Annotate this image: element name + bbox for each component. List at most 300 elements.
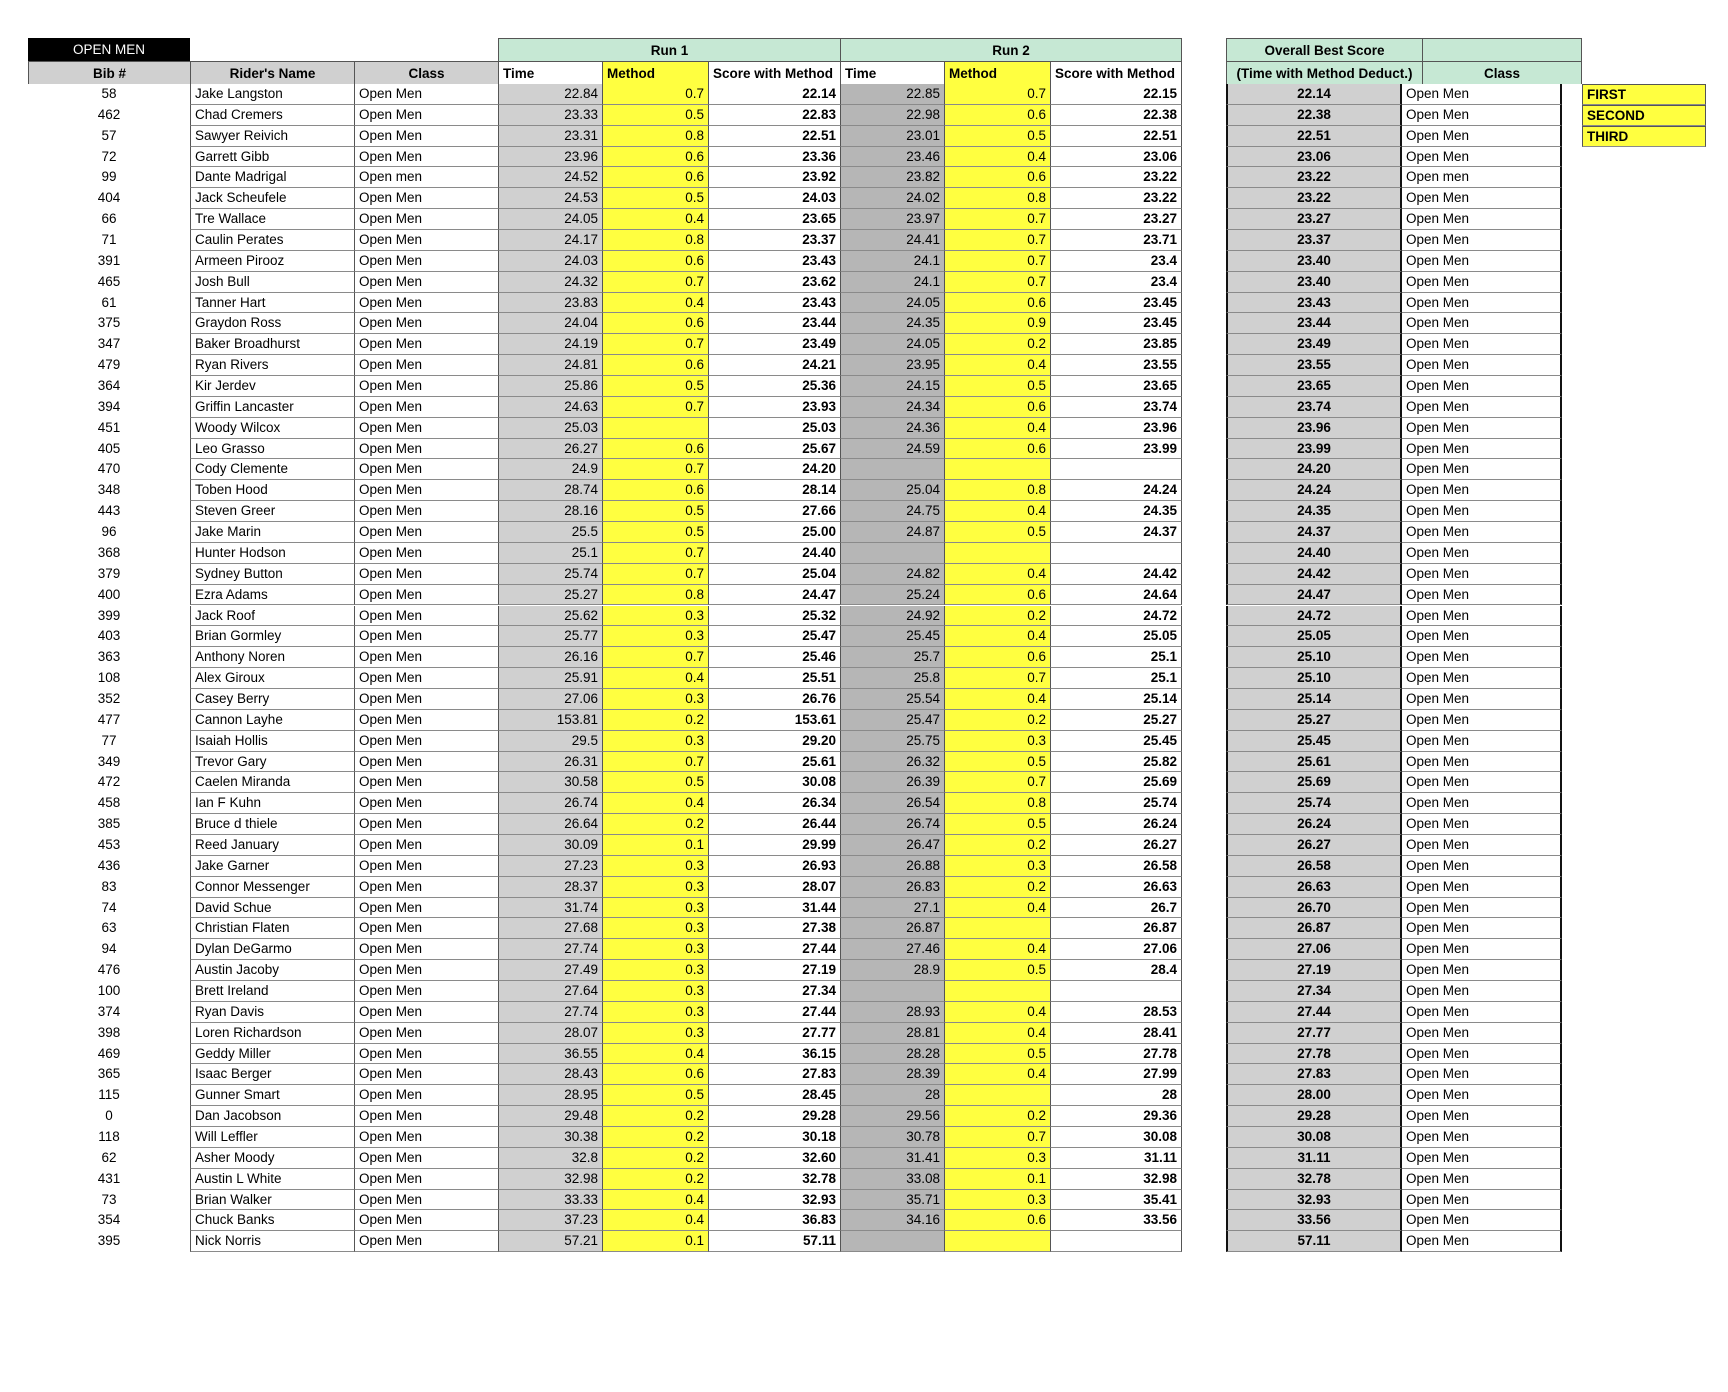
bib-cell[interactable]: 348: [97, 482, 121, 498]
run2-score-cell[interactable]: 23.27: [1050, 209, 1182, 230]
run2-time-cell[interactable]: 25.54: [840, 689, 944, 710]
division-title[interactable]: OPEN MEN: [28, 38, 190, 61]
run1-method-cell[interactable]: 0.8: [602, 585, 708, 606]
run1-time-cell[interactable]: 24.81: [498, 355, 602, 376]
run1-time-cell[interactable]: 57.21: [498, 1231, 602, 1252]
run2-method-cell[interactable]: 0.5: [944, 376, 1050, 397]
run2-method-cell[interactable]: [944, 543, 1050, 564]
run1-time-cell[interactable]: 25.62: [498, 606, 602, 627]
run2-method-cell[interactable]: 0.4: [944, 147, 1050, 168]
bib-cell[interactable]: 77: [101, 732, 117, 748]
run2-score-cell[interactable]: 26.24: [1050, 814, 1182, 835]
run2-time-cell[interactable]: 24.59: [840, 439, 944, 460]
col-method-2[interactable]: Method: [944, 61, 1050, 84]
col-class[interactable]: Class: [354, 61, 498, 84]
run1-time-cell[interactable]: 26.64: [498, 814, 602, 835]
run2-score-cell[interactable]: 28.53: [1050, 1002, 1182, 1023]
run1-score-cell[interactable]: 25.51: [708, 668, 840, 689]
run2-method-cell[interactable]: 0.8: [944, 793, 1050, 814]
overall-class-cell[interactable]: Open Men: [1402, 981, 1562, 1002]
best-score-cell[interactable]: 24.35: [1226, 501, 1402, 522]
bib-cell[interactable]: 476: [97, 962, 121, 978]
bib-cell[interactable]: 365: [97, 1066, 121, 1082]
run1-method-cell[interactable]: 0.5: [602, 522, 708, 543]
run2-method-cell[interactable]: 0.7: [944, 1127, 1050, 1148]
run2-method-cell[interactable]: 0.3: [944, 1190, 1050, 1211]
run1-time-cell[interactable]: 23.31: [498, 126, 602, 147]
run1-time-cell[interactable]: 25.91: [498, 668, 602, 689]
rider-name-cell[interactable]: Brett Ireland: [190, 981, 354, 1002]
class-cell[interactable]: Open Men: [354, 689, 498, 710]
run2-time-cell[interactable]: 25.47: [840, 710, 944, 731]
run1-score-cell[interactable]: 25.46: [708, 647, 840, 668]
run2-time-cell[interactable]: 24.75: [840, 501, 944, 522]
rider-name-cell[interactable]: Austin Jacoby: [190, 960, 354, 981]
run1-time-cell[interactable]: 26.74: [498, 793, 602, 814]
run1-time-cell[interactable]: 28.95: [498, 1085, 602, 1106]
class-cell[interactable]: Open Men: [354, 752, 498, 773]
run2-method-cell[interactable]: 0.8: [944, 188, 1050, 209]
run1-method-cell[interactable]: 0.6: [602, 439, 708, 460]
run2-time-cell[interactable]: 28.93: [840, 1002, 944, 1023]
overall-class-cell[interactable]: Open Men: [1402, 126, 1562, 147]
class-cell[interactable]: Open Men: [354, 230, 498, 251]
run2-score-cell[interactable]: 31.11: [1050, 1148, 1182, 1169]
run1-method-cell[interactable]: 0.2: [602, 814, 708, 835]
rider-name-cell[interactable]: Reed January: [190, 835, 354, 856]
bib-cell[interactable]: 477: [97, 711, 121, 727]
run1-score-cell[interactable]: 25.61: [708, 752, 840, 773]
bib-cell[interactable]: 403: [97, 628, 121, 644]
rider-name-cell[interactable]: Caelen Miranda: [190, 772, 354, 793]
run2-score-cell[interactable]: 23.4: [1050, 272, 1182, 293]
class-cell[interactable]: Open Men: [354, 126, 498, 147]
best-score-cell[interactable]: 23.22: [1226, 188, 1402, 209]
class-cell[interactable]: Open Men: [354, 731, 498, 752]
run2-method-cell[interactable]: 0.7: [944, 230, 1050, 251]
run1-method-cell[interactable]: 0.7: [602, 564, 708, 585]
overall-class-cell[interactable]: Open Men: [1402, 1064, 1562, 1085]
best-score-cell[interactable]: 23.55: [1226, 355, 1402, 376]
rider-name-cell[interactable]: Casey Berry: [190, 689, 354, 710]
bib-cell[interactable]: 349: [97, 753, 121, 769]
run1-score-cell[interactable]: 57.11: [708, 1231, 840, 1252]
run2-time-cell[interactable]: 24.15: [840, 376, 944, 397]
run2-time-cell[interactable]: 23.95: [840, 355, 944, 376]
overall-class-cell[interactable]: Open Men: [1402, 626, 1562, 647]
run1-time-cell[interactable]: 28.07: [498, 1023, 602, 1044]
col-time-1[interactable]: Time: [498, 61, 602, 84]
run1-header[interactable]: Run 1: [498, 38, 840, 61]
run1-method-cell[interactable]: 0.4: [602, 1044, 708, 1065]
overall-class-cell[interactable]: Open Men: [1402, 898, 1562, 919]
run2-score-cell[interactable]: 23.74: [1050, 397, 1182, 418]
rider-name-cell[interactable]: Griffin Lancaster: [190, 397, 354, 418]
place-label[interactable]: SECOND: [1582, 105, 1706, 126]
run2-score-cell[interactable]: 23.45: [1050, 293, 1182, 314]
rider-name-cell[interactable]: Ezra Adams: [190, 585, 354, 606]
rider-name-cell[interactable]: Sydney Button: [190, 564, 354, 585]
run1-score-cell[interactable]: 25.67: [708, 439, 840, 460]
overall-class-cell[interactable]: Open Men: [1402, 230, 1562, 251]
rider-name-cell[interactable]: Tre Wallace: [190, 209, 354, 230]
run2-time-cell[interactable]: 24.87: [840, 522, 944, 543]
run1-time-cell[interactable]: 24.05: [498, 209, 602, 230]
run1-time-cell[interactable]: 22.84: [498, 84, 602, 105]
run1-score-cell[interactable]: 23.37: [708, 230, 840, 251]
best-score-cell[interactable]: 31.11: [1226, 1148, 1402, 1169]
best-score-cell[interactable]: 25.10: [1226, 647, 1402, 668]
run1-method-cell[interactable]: 0.4: [602, 1210, 708, 1231]
bib-cell[interactable]: 0: [105, 1108, 113, 1124]
best-score-cell[interactable]: 25.69: [1226, 772, 1402, 793]
run1-method-cell[interactable]: 0.5: [602, 105, 708, 126]
best-score-cell[interactable]: 23.22: [1226, 167, 1402, 188]
bib-cell[interactable]: 57: [101, 127, 117, 143]
class-cell[interactable]: Open Men: [354, 522, 498, 543]
best-score-cell[interactable]: 32.78: [1226, 1169, 1402, 1190]
run2-time-cell[interactable]: 23.97: [840, 209, 944, 230]
bib-cell[interactable]: 379: [97, 565, 121, 581]
class-cell[interactable]: Open Men: [354, 459, 498, 480]
run2-score-cell[interactable]: 23.06: [1050, 147, 1182, 168]
best-score-cell[interactable]: 26.58: [1226, 856, 1402, 877]
run1-time-cell[interactable]: 31.74: [498, 898, 602, 919]
run2-score-cell[interactable]: 25.82: [1050, 752, 1182, 773]
bib-cell[interactable]: 83: [101, 878, 117, 894]
run2-time-cell[interactable]: 24.02: [840, 188, 944, 209]
run2-method-cell[interactable]: 0.4: [944, 1002, 1050, 1023]
run1-method-cell[interactable]: 0.3: [602, 626, 708, 647]
run2-score-cell[interactable]: 24.37: [1050, 522, 1182, 543]
run2-score-cell[interactable]: 25.1: [1050, 647, 1182, 668]
run1-method-cell[interactable]: 0.8: [602, 230, 708, 251]
run2-score-cell[interactable]: 25.1: [1050, 668, 1182, 689]
run2-score-cell[interactable]: 25.74: [1050, 793, 1182, 814]
run1-method-cell[interactable]: 0.3: [602, 981, 708, 1002]
run2-time-cell[interactable]: 25.75: [840, 731, 944, 752]
run1-method-cell[interactable]: 0.7: [602, 543, 708, 564]
class-cell[interactable]: Open Men: [354, 835, 498, 856]
run1-time-cell[interactable]: 36.55: [498, 1044, 602, 1065]
rider-name-cell[interactable]: Jack Roof: [190, 606, 354, 627]
run1-score-cell[interactable]: 25.04: [708, 564, 840, 585]
run1-time-cell[interactable]: 30.58: [498, 772, 602, 793]
run1-method-cell[interactable]: 0.7: [602, 752, 708, 773]
overall-class-cell[interactable]: Open Men: [1402, 585, 1562, 606]
run2-score-cell[interactable]: 35.41: [1050, 1190, 1182, 1211]
overall-class-cell[interactable]: Open Men: [1402, 772, 1562, 793]
run2-score-cell[interactable]: 26.58: [1050, 856, 1182, 877]
run1-score-cell[interactable]: 32.93: [708, 1190, 840, 1211]
rider-name-cell[interactable]: Cody Clemente: [190, 459, 354, 480]
bib-cell[interactable]: 71: [101, 232, 117, 248]
rider-name-cell[interactable]: Baker Broadhurst: [190, 334, 354, 355]
class-cell[interactable]: Open Men: [354, 1023, 498, 1044]
overall-class-cell[interactable]: Open Men: [1402, 960, 1562, 981]
bib-cell[interactable]: 61: [101, 294, 117, 310]
run1-method-cell[interactable]: 0.2: [602, 1127, 708, 1148]
run1-method-cell[interactable]: 0.2: [602, 1106, 708, 1127]
class-cell[interactable]: Open Men: [354, 981, 498, 1002]
run1-time-cell[interactable]: 24.63: [498, 397, 602, 418]
run2-time-cell[interactable]: 23.82: [840, 167, 944, 188]
run2-method-cell[interactable]: 0.7: [944, 251, 1050, 272]
run1-method-cell[interactable]: 0.3: [602, 939, 708, 960]
run2-method-cell[interactable]: 0.4: [944, 564, 1050, 585]
rider-name-cell[interactable]: Isaiah Hollis: [190, 731, 354, 752]
overall-class-cell[interactable]: Open Men: [1402, 147, 1562, 168]
run1-time-cell[interactable]: 29.48: [498, 1106, 602, 1127]
best-score-cell[interactable]: 23.37: [1226, 230, 1402, 251]
run1-method-cell[interactable]: 0.3: [602, 877, 708, 898]
run1-score-cell[interactable]: 31.44: [708, 898, 840, 919]
best-score-cell[interactable]: 25.45: [1226, 731, 1402, 752]
best-score-cell[interactable]: 24.24: [1226, 480, 1402, 501]
run1-time-cell[interactable]: 32.98: [498, 1169, 602, 1190]
rider-name-cell[interactable]: Toben Hood: [190, 480, 354, 501]
rider-name-cell[interactable]: Armeen Pirooz: [190, 251, 354, 272]
run2-method-cell[interactable]: [944, 918, 1050, 939]
overall-class-cell[interactable]: Open Men: [1402, 105, 1562, 126]
run1-method-cell[interactable]: [602, 418, 708, 439]
overall-class-cell[interactable]: Open Men: [1402, 313, 1562, 334]
bib-cell[interactable]: 364: [97, 378, 121, 394]
run1-score-cell[interactable]: 23.49: [708, 334, 840, 355]
run2-time-cell[interactable]: 24.35: [840, 313, 944, 334]
run1-time-cell[interactable]: 27.23: [498, 856, 602, 877]
run2-score-cell[interactable]: 23.22: [1050, 167, 1182, 188]
class-cell[interactable]: Open Men: [354, 1106, 498, 1127]
run1-score-cell[interactable]: 25.00: [708, 522, 840, 543]
run1-time-cell[interactable]: 33.33: [498, 1190, 602, 1211]
run2-time-cell[interactable]: 33.08: [840, 1169, 944, 1190]
run2-score-cell[interactable]: 27.78: [1050, 1044, 1182, 1065]
run2-score-cell[interactable]: 25.27: [1050, 710, 1182, 731]
run2-time-cell[interactable]: 26.83: [840, 877, 944, 898]
best-score-cell[interactable]: 23.40: [1226, 272, 1402, 293]
class-cell[interactable]: Open Men: [354, 626, 498, 647]
bib-cell[interactable]: 395: [97, 1233, 121, 1249]
run2-score-cell[interactable]: 23.71: [1050, 230, 1182, 251]
run1-time-cell[interactable]: 25.03: [498, 418, 602, 439]
best-score-cell[interactable]: 25.14: [1226, 689, 1402, 710]
run2-score-cell[interactable]: [1050, 459, 1182, 480]
run2-method-cell[interactable]: 0.7: [944, 772, 1050, 793]
run1-time-cell[interactable]: 27.49: [498, 960, 602, 981]
run2-method-cell[interactable]: 0.6: [944, 397, 1050, 418]
class-cell[interactable]: Open Men: [354, 1190, 498, 1211]
run2-method-cell[interactable]: 0.6: [944, 647, 1050, 668]
run1-method-cell[interactable]: 0.3: [602, 731, 708, 752]
bib-cell[interactable]: 375: [97, 315, 121, 331]
col-score-2[interactable]: Score with Method: [1050, 61, 1182, 84]
class-cell[interactable]: Open Men: [354, 397, 498, 418]
bib-cell[interactable]: 405: [97, 440, 121, 456]
run2-score-cell[interactable]: 27.06: [1050, 939, 1182, 960]
rider-name-cell[interactable]: Woody Wilcox: [190, 418, 354, 439]
best-score-cell[interactable]: 24.37: [1226, 522, 1402, 543]
overall-class-cell[interactable]: Open Men: [1402, 668, 1562, 689]
run2-time-cell[interactable]: 28.9: [840, 960, 944, 981]
run1-method-cell[interactable]: 0.7: [602, 647, 708, 668]
run1-method-cell[interactable]: 0.7: [602, 459, 708, 480]
best-score-cell[interactable]: 23.40: [1226, 251, 1402, 272]
overall-class-cell[interactable]: Open Men: [1402, 522, 1562, 543]
rider-name-cell[interactable]: Isaac Berger: [190, 1064, 354, 1085]
run1-method-cell[interactable]: 0.5: [602, 376, 708, 397]
rider-name-cell[interactable]: Cannon Layhe: [190, 710, 354, 731]
run1-method-cell[interactable]: 0.2: [602, 1169, 708, 1190]
rider-name-cell[interactable]: Tanner Hart: [190, 293, 354, 314]
run1-time-cell[interactable]: 27.68: [498, 918, 602, 939]
best-score-cell[interactable]: 30.08: [1226, 1127, 1402, 1148]
best-score-cell[interactable]: 23.96: [1226, 418, 1402, 439]
run2-method-cell[interactable]: 0.7: [944, 84, 1050, 105]
run2-method-cell[interactable]: 0.9: [944, 313, 1050, 334]
run1-time-cell[interactable]: 32.8: [498, 1148, 602, 1169]
run2-time-cell[interactable]: 25.7: [840, 647, 944, 668]
run2-score-cell[interactable]: 23.96: [1050, 418, 1182, 439]
bib-cell[interactable]: 100: [97, 982, 121, 998]
best-score-cell[interactable]: 27.34: [1226, 981, 1402, 1002]
best-score-cell[interactable]: 24.42: [1226, 564, 1402, 585]
run1-score-cell[interactable]: 32.60: [708, 1148, 840, 1169]
run1-method-cell[interactable]: 0.6: [602, 1064, 708, 1085]
bib-cell[interactable]: 66: [101, 211, 117, 227]
class-cell[interactable]: Open Men: [354, 585, 498, 606]
run1-score-cell[interactable]: 36.15: [708, 1044, 840, 1065]
run2-time-cell[interactable]: 24.92: [840, 606, 944, 627]
run1-time-cell[interactable]: 37.23: [498, 1210, 602, 1231]
rider-name-cell[interactable]: Ryan Rivers: [190, 355, 354, 376]
rider-name-cell[interactable]: Caulin Perates: [190, 230, 354, 251]
run2-score-cell[interactable]: 22.51: [1050, 126, 1182, 147]
run2-method-cell[interactable]: 0.4: [944, 501, 1050, 522]
class-cell[interactable]: Open Men: [354, 877, 498, 898]
bib-cell[interactable]: 472: [97, 774, 121, 790]
bib-cell[interactable]: 385: [97, 816, 121, 832]
overall-class-cell[interactable]: Open Men: [1402, 647, 1562, 668]
run2-method-cell[interactable]: 0.4: [944, 689, 1050, 710]
best-score-cell[interactable]: 26.70: [1226, 898, 1402, 919]
run1-method-cell[interactable]: 0.5: [602, 772, 708, 793]
run1-score-cell[interactable]: 32.78: [708, 1169, 840, 1190]
run2-time-cell[interactable]: 22.85: [840, 84, 944, 105]
run2-score-cell[interactable]: [1050, 981, 1182, 1002]
class-cell[interactable]: Open Men: [354, 1002, 498, 1023]
bib-cell[interactable]: 73: [101, 1191, 117, 1207]
best-score-cell[interactable]: 27.78: [1226, 1044, 1402, 1065]
run1-method-cell[interactable]: 0.3: [602, 960, 708, 981]
run2-time-cell[interactable]: 25.24: [840, 585, 944, 606]
run1-method-cell[interactable]: 0.4: [602, 793, 708, 814]
overall-class-cell[interactable]: Open Men: [1402, 1085, 1562, 1106]
run1-score-cell[interactable]: 27.44: [708, 939, 840, 960]
bib-cell[interactable]: 62: [101, 1149, 117, 1165]
run2-score-cell[interactable]: [1050, 1231, 1182, 1252]
run2-score-cell[interactable]: 23.55: [1050, 355, 1182, 376]
run2-time-cell[interactable]: 24.05: [840, 293, 944, 314]
class-cell[interactable]: Open Men: [354, 772, 498, 793]
run2-score-cell[interactable]: 25.14: [1050, 689, 1182, 710]
overall-header[interactable]: Overall Best Score: [1226, 38, 1422, 61]
rider-name-cell[interactable]: Jake Garner: [190, 856, 354, 877]
run1-score-cell[interactable]: 23.44: [708, 313, 840, 334]
run1-method-cell[interactable]: 0.6: [602, 355, 708, 376]
run2-score-cell[interactable]: 32.98: [1050, 1169, 1182, 1190]
run1-score-cell[interactable]: 27.19: [708, 960, 840, 981]
run1-method-cell[interactable]: 0.3: [602, 918, 708, 939]
overall-class-cell[interactable]: Open Men: [1402, 1148, 1562, 1169]
run2-method-cell[interactable]: 0.5: [944, 960, 1050, 981]
rider-name-cell[interactable]: Brian Walker: [190, 1190, 354, 1211]
best-score-cell[interactable]: 26.87: [1226, 918, 1402, 939]
bib-cell[interactable]: 96: [101, 524, 117, 540]
run2-time-cell[interactable]: 28.81: [840, 1023, 944, 1044]
rider-name-cell[interactable]: Sawyer Reivich: [190, 126, 354, 147]
run2-method-cell[interactable]: 0.5: [944, 752, 1050, 773]
class-cell[interactable]: Open Men: [354, 543, 498, 564]
run2-time-cell[interactable]: 24.1: [840, 272, 944, 293]
rider-name-cell[interactable]: Anthony Noren: [190, 647, 354, 668]
run1-score-cell[interactable]: 24.03: [708, 188, 840, 209]
run1-score-cell[interactable]: 26.34: [708, 793, 840, 814]
class-cell[interactable]: Open Men: [354, 334, 498, 355]
run2-time-cell[interactable]: 29.56: [840, 1106, 944, 1127]
run1-time-cell[interactable]: 30.09: [498, 835, 602, 856]
run2-method-cell[interactable]: 0.1: [944, 1169, 1050, 1190]
col-bib[interactable]: Bib #: [28, 61, 190, 84]
run2-time-cell[interactable]: 27.1: [840, 898, 944, 919]
col-score-1[interactable]: Score with Method: [708, 61, 840, 84]
run1-time-cell[interactable]: 28.16: [498, 501, 602, 522]
run2-score-cell[interactable]: 26.7: [1050, 898, 1182, 919]
run2-method-cell[interactable]: 0.4: [944, 1064, 1050, 1085]
overall-class-cell[interactable]: Open Men: [1402, 793, 1562, 814]
run2-time-cell[interactable]: [840, 543, 944, 564]
best-score-cell[interactable]: 22.38: [1226, 105, 1402, 126]
run2-score-cell[interactable]: 25.69: [1050, 772, 1182, 793]
run2-time-cell[interactable]: 26.87: [840, 918, 944, 939]
bib-cell[interactable]: 115: [98, 1087, 120, 1103]
bib-cell[interactable]: 479: [97, 357, 121, 373]
rider-name-cell[interactable]: Dante Madrigal: [190, 167, 354, 188]
bib-cell[interactable]: 469: [97, 1045, 121, 1061]
overall-class-cell[interactable]: Open Men: [1402, 710, 1562, 731]
run1-method-cell[interactable]: 0.4: [602, 293, 708, 314]
overall-class-cell[interactable]: Open Men: [1402, 752, 1562, 773]
overall-class-cell[interactable]: Open Men: [1402, 1002, 1562, 1023]
bib-cell[interactable]: 363: [97, 649, 121, 665]
bib-cell[interactable]: 391: [97, 252, 121, 268]
class-cell[interactable]: Open Men: [354, 1148, 498, 1169]
run1-score-cell[interactable]: 30.08: [708, 772, 840, 793]
run2-score-cell[interactable]: 26.27: [1050, 835, 1182, 856]
bib-cell[interactable]: 72: [101, 148, 117, 164]
bib-cell[interactable]: 394: [97, 398, 121, 414]
run1-time-cell[interactable]: 25.74: [498, 564, 602, 585]
run1-score-cell[interactable]: 23.65: [708, 209, 840, 230]
run2-method-cell[interactable]: 0.2: [944, 334, 1050, 355]
run2-method-cell[interactable]: 0.5: [944, 814, 1050, 835]
run2-time-cell[interactable]: 28: [840, 1085, 944, 1106]
bib-cell[interactable]: 431: [97, 1170, 121, 1186]
bib-cell[interactable]: 436: [97, 857, 121, 873]
best-score-cell[interactable]: 23.43: [1226, 293, 1402, 314]
run2-method-cell[interactable]: 0.7: [944, 209, 1050, 230]
best-score-cell[interactable]: 23.06: [1226, 147, 1402, 168]
